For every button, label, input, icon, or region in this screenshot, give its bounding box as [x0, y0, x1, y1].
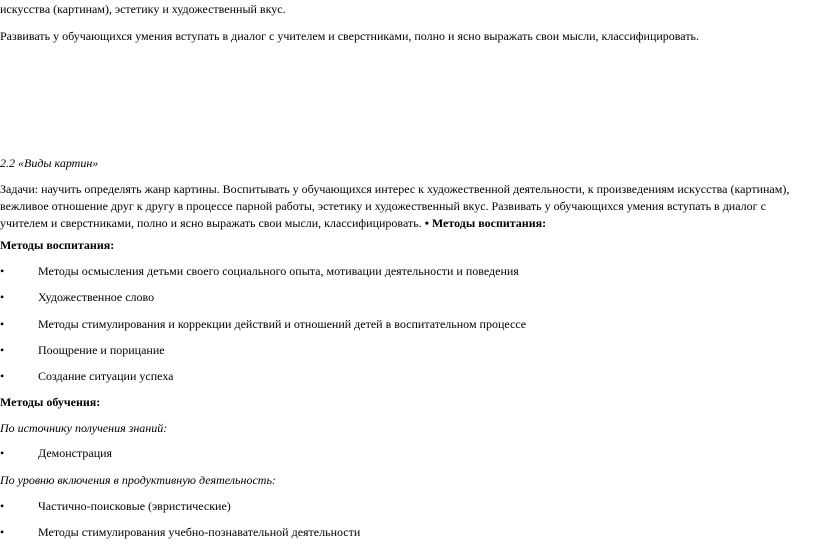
- list-item-text: Частично-поисковые (эвристические): [38, 499, 231, 513]
- list-item-text: Поощрение и порицание: [38, 343, 165, 357]
- section-heading: 2.2 «Виды картин»: [0, 156, 99, 170]
- list-item-text: Методы стимулирования и коррекции действий и отношений детей в воспитательном процессе: [38, 317, 527, 331]
- bullet-icon: •: [0, 525, 5, 539]
- bullet-icon: •: [0, 264, 5, 278]
- bullet-icon: •: [0, 499, 5, 513]
- list-item-text: Создание ситуации успеха: [38, 369, 174, 383]
- bullet-icon: •: [0, 369, 5, 383]
- teaching-methods-heading: Методы обучения:: [0, 395, 101, 409]
- bullet-icon: •: [0, 343, 5, 357]
- upbringing-methods-heading: Методы воспитания:: [0, 238, 115, 252]
- tasks-text: Задачи: научить определять жанр картины. Воспитывать у обучающихся интерес к художественной деятельности, к произведениям искусства (картинам), вежливое отношение друг к другу в процессе парной работы, эстетику и художественный вкус. Развивать у обучающихся умения вступать в диалог с учителем и сверстниками, полно и ясно выражать свои мысли, классифицировать.: [0, 182, 790, 230]
- bullet-icon: •: [0, 446, 5, 460]
- list-item-text: Художественное слово: [38, 290, 155, 304]
- list-item-text: Методы стимулирования учебно-познавательной деятельности: [38, 525, 361, 539]
- list-item-text: Методы осмысления детьми своего социального опыта, мотивации деятельности и поведения: [38, 264, 519, 278]
- tasks-inline-bullet: •: [424, 216, 429, 230]
- tasks-paragraph: [0, 181, 812, 232]
- tasks-inline-heading: Методы воспитания:: [431, 216, 547, 230]
- bullet-icon: •: [0, 317, 5, 331]
- list-item-text: Демонстрация: [38, 446, 113, 460]
- paragraph-continued: искусства (картинам), эстетику и художественный вкус.: [0, 2, 286, 16]
- inclusion-level-heading: По уровню включения в продуктивную деятельность:: [0, 473, 276, 487]
- source-of-knowledge-heading: По источнику получения знаний:: [0, 421, 168, 435]
- paragraph-develop-skills: Развивать у обучающихся умения вступать в диалог с учителем и сверстниками, полно и ясно выражать свои мысли, классифицировать.: [0, 29, 700, 43]
- bullet-icon: •: [0, 290, 5, 304]
